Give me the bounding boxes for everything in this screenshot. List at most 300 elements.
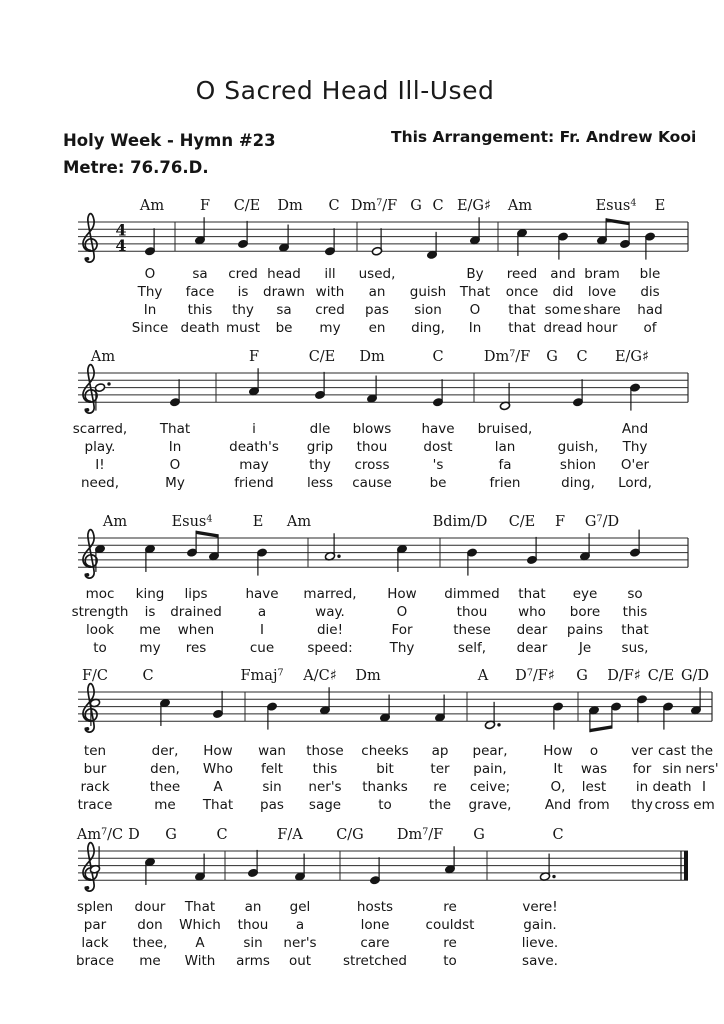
lyric-syllable: cred	[228, 266, 258, 282]
lyric-syllable: arms	[236, 953, 270, 969]
lyric-syllable: drained	[170, 604, 222, 620]
lyric-syllable: dimmed	[444, 586, 500, 602]
lyric-syllable: bram	[584, 266, 620, 282]
chord-label: Fmaj$^7$	[240, 667, 284, 684]
chord-label: C/E	[647, 668, 675, 684]
lyric-syllable: pas	[365, 302, 389, 318]
lyrics-verse-2	[84, 761, 719, 777]
lyric-syllable: this	[312, 761, 338, 777]
lyric-syllable: cheeks	[361, 743, 409, 759]
lyrics-verse-2	[84, 917, 557, 933]
lyric-syllable: gel	[289, 899, 311, 915]
lyric-syllable: drawn	[263, 284, 305, 300]
lyric-syllable: thou	[237, 917, 269, 933]
lyric-syllable: thou	[356, 439, 388, 455]
lyric-syllable: Which	[179, 917, 221, 933]
lyric-syllable: thanks	[362, 779, 408, 795]
lyric-syllable: for	[632, 761, 652, 777]
chord-label: C/E	[508, 514, 536, 530]
lyric-syllable: Since	[131, 320, 169, 336]
lyric-syllable: the	[690, 743, 714, 759]
lyric-syllable: How	[387, 586, 417, 602]
lyric-syllable: less	[306, 475, 334, 491]
lyric-syllable: By	[466, 266, 484, 282]
lyric-syllable: Who	[202, 761, 234, 777]
lyric-syllable: guish	[409, 284, 447, 300]
lyric-syllable: Thy	[137, 284, 163, 300]
lyric-syllable: some	[544, 302, 582, 318]
lyric-syllable: friend	[234, 475, 274, 491]
lyric-syllable: must	[225, 320, 261, 336]
lyric-syllable: from	[578, 797, 610, 813]
lyric-syllable: lone	[360, 917, 390, 933]
lyric-syllable: cause	[352, 475, 392, 491]
lyric-syllable: fa	[498, 457, 512, 473]
lyric-syllable: That	[202, 797, 234, 813]
lyric-syllable: O	[144, 266, 156, 282]
chord-label: G	[576, 668, 588, 684]
lyric-syllable: that	[508, 302, 536, 318]
lyric-syllable: ceive;	[469, 779, 511, 795]
treble-clef-dot	[86, 257, 90, 261]
treble-clef-icon	[83, 684, 97, 733]
lyric-syllable: en	[368, 320, 386, 336]
lyric-syllable: For	[391, 622, 413, 638]
lyric-syllable: That	[159, 421, 191, 437]
chord-label: F/C	[81, 668, 109, 684]
lyric-syllable: thy	[232, 302, 254, 318]
chord-label: C/E	[308, 349, 336, 365]
lyric-syllable: den,	[150, 761, 180, 777]
lyrics-verse-4	[93, 640, 648, 656]
lyric-syllable: cred	[315, 302, 345, 318]
lyric-syllable: care	[360, 935, 390, 951]
lyric-syllable: guish,	[557, 439, 599, 455]
lyric-syllable: death	[180, 320, 220, 336]
chord-label: C	[432, 198, 444, 214]
lyric-syllable: death	[652, 779, 692, 795]
metre-label: Metre: 76.76.D.	[63, 158, 209, 177]
lyric-syllable: play.	[84, 439, 116, 455]
lyric-syllable: I	[260, 622, 264, 638]
lyric-syllable: thy	[309, 457, 331, 473]
lyric-syllable: and	[550, 266, 576, 282]
beam	[606, 218, 629, 225]
lyric-syllable: need,	[80, 475, 120, 491]
chord-label: Bdim/D	[432, 514, 488, 530]
lyric-syllable: ten	[83, 743, 107, 759]
lyric-syllable: thy	[631, 797, 653, 813]
lyric-syllable: so	[627, 586, 643, 602]
chord-label: F	[199, 198, 211, 214]
lyrics-verse-1	[84, 743, 713, 759]
lyric-syllable: be	[275, 320, 293, 336]
chord-label: F/A	[277, 827, 303, 843]
lyric-syllable: My	[165, 475, 185, 491]
treble-clef-dot	[86, 408, 90, 412]
lyric-syllable: ners'	[685, 761, 719, 777]
lyric-syllable: me	[154, 797, 176, 813]
chord-label: A/C♯	[303, 668, 337, 684]
lyric-syllable: O	[396, 604, 408, 620]
chord-label: G	[546, 349, 558, 365]
lyric-syllable: cast	[657, 743, 687, 759]
chord-label: Dm	[277, 198, 303, 214]
augmentation-dot	[552, 875, 555, 878]
lyric-syllable: That	[184, 899, 216, 915]
chord-label: E/G♯	[456, 198, 492, 214]
lyric-syllable: dear	[516, 640, 548, 656]
lyrics-verse-1	[145, 266, 661, 282]
augmentation-dot	[497, 723, 500, 726]
lyric-syllable: wan	[258, 743, 286, 759]
lyric-syllable: dis	[640, 284, 660, 300]
staff-system-2	[73, 349, 688, 492]
chord-label: E	[654, 198, 666, 214]
chord-label: C/E	[233, 198, 261, 214]
lyric-syllable: I	[702, 779, 706, 795]
lyric-syllable: is	[237, 284, 249, 300]
lyric-syllable: em	[693, 797, 715, 813]
lyric-syllable: a	[295, 917, 305, 933]
lyric-syllable: hour	[586, 320, 618, 336]
lyric-syllable: sa	[192, 266, 208, 282]
lyric-syllable: ble	[639, 266, 661, 282]
lyric-syllable: blows	[352, 421, 392, 437]
lyric-syllable: lest	[581, 779, 607, 795]
lyric-syllable: O'er	[620, 457, 650, 473]
chord-label: E	[252, 514, 264, 530]
lyrics-verse-4	[81, 475, 652, 491]
lyric-syllable: pear,	[472, 743, 508, 759]
lyric-syllable: grip	[306, 439, 334, 455]
lyric-syllable: It	[553, 761, 563, 777]
lyrics-verse-4	[76, 953, 558, 969]
lyric-syllable: hosts	[356, 899, 394, 915]
lyric-syllable: A	[213, 779, 223, 795]
staff-system-3	[72, 514, 688, 657]
lyric-syllable: me	[139, 622, 161, 638]
lyric-syllable: be	[429, 475, 447, 491]
chord-label: F	[554, 514, 566, 530]
lyric-syllable: res	[185, 640, 207, 656]
lyric-syllable: have	[421, 421, 455, 437]
staff-system-5	[76, 827, 688, 970]
lyric-syllable: die!	[316, 622, 344, 638]
chord-label: Esus$^4$	[595, 197, 637, 214]
lyric-syllable: is	[144, 604, 156, 620]
lyric-syllable: thee	[149, 779, 181, 795]
chord-label: C	[328, 198, 340, 214]
lyric-syllable: cross	[354, 457, 390, 473]
lyric-syllable: In	[468, 320, 482, 336]
lyric-syllable: ver	[631, 743, 653, 759]
lyric-syllable: used,	[358, 266, 396, 282]
lyric-syllable: thou	[456, 604, 488, 620]
lyric-syllable: sin	[662, 761, 682, 777]
chord-label: A	[477, 668, 489, 684]
chord-label: E/G♯	[614, 349, 650, 365]
lyric-syllable: reed	[506, 266, 538, 282]
chord-label: $D^7/F♯$	[515, 667, 555, 684]
chord-label: $G^7/D$	[584, 513, 620, 530]
treble-clef-icon	[83, 530, 97, 579]
lyrics-verse-4	[78, 797, 715, 813]
lyric-syllable: I!	[95, 457, 105, 473]
lyric-syllable: these	[453, 622, 491, 638]
lyric-syllable: my	[139, 640, 161, 656]
lyric-syllable: shion	[559, 457, 597, 473]
lyric-syllable: me	[139, 953, 161, 969]
lyric-syllable: sage	[308, 797, 342, 813]
chord-label: D/F♯	[607, 668, 641, 684]
lyric-syllable: lan	[494, 439, 516, 455]
lyric-syllable: ter	[430, 761, 450, 777]
lyric-syllable: strength	[71, 604, 129, 620]
lyric-syllable: Lord,	[618, 475, 652, 491]
lyric-syllable: head	[267, 266, 301, 282]
lyrics-verse-1	[77, 899, 558, 915]
lyric-syllable: Je	[578, 640, 592, 656]
lyric-syllable: With	[184, 953, 216, 969]
lyric-syllable: marred,	[303, 586, 357, 602]
treble-clef-dot	[86, 886, 90, 890]
lyric-syllable: may	[239, 457, 269, 473]
chord-label: Dm	[355, 668, 381, 684]
lyric-syllable: 's	[432, 457, 444, 473]
lyric-syllable: to	[93, 640, 107, 656]
lyric-syllable: rack	[80, 779, 110, 795]
lyric-syllable: who	[518, 604, 546, 620]
lyrics-verse-3	[86, 622, 649, 638]
chord-label: Am	[507, 198, 533, 214]
chord-label: Am	[102, 514, 128, 530]
chord-label: G	[473, 827, 485, 843]
lyric-syllable: stretched	[342, 953, 408, 969]
time-signature-lower: 4	[115, 235, 127, 255]
lyrics-verse-1	[73, 421, 648, 437]
chord-label: Dm$^7$/F	[350, 197, 398, 214]
lyrics-verse-3	[144, 302, 663, 318]
chord-label: C	[552, 827, 564, 843]
staff-system-1	[78, 198, 688, 337]
lyrics-verse-2	[137, 284, 660, 300]
chord-label: D	[128, 827, 140, 843]
lyric-syllable: death's	[229, 439, 279, 455]
treble-clef-icon	[83, 214, 97, 263]
lyric-syllable: vere!	[522, 899, 558, 915]
lyric-syllable: lips	[184, 586, 208, 602]
lyric-syllable: in	[635, 779, 649, 795]
lyric-syllable: those	[306, 743, 344, 759]
lyric-syllable: out	[288, 953, 312, 969]
lyric-syllable: the	[428, 797, 452, 813]
lyric-syllable: In	[143, 302, 157, 318]
lyric-syllable: re	[433, 779, 447, 795]
occasion-hymn-number: Holy Week - Hymn #23	[63, 131, 276, 150]
lyric-syllable: once	[505, 284, 539, 300]
lyrics-verse-2	[85, 439, 648, 455]
lyric-syllable: der,	[151, 743, 179, 759]
lyric-syllable: sin	[243, 935, 263, 951]
lyric-syllable: dost	[423, 439, 453, 455]
lyrics-verse-2	[72, 604, 648, 620]
lyric-syllable: re	[443, 935, 457, 951]
treble-clef-dot	[86, 727, 90, 731]
lyric-syllable: Thy	[389, 640, 415, 656]
lyric-syllable: look	[85, 622, 115, 638]
lyric-syllable: ner's	[283, 935, 317, 951]
lyric-syllable: that	[508, 320, 536, 336]
lyric-syllable: pains	[566, 622, 604, 638]
lyric-syllable: self,	[457, 640, 487, 656]
treble-clef-curve	[83, 684, 97, 733]
lyrics-verse-3	[81, 935, 558, 951]
lyric-syllable: cross	[654, 797, 690, 813]
lyric-syllable: O	[169, 457, 181, 473]
lyric-syllable: dear	[516, 622, 548, 638]
lyric-syllable: dle	[309, 421, 331, 437]
lyric-syllable: trace	[77, 797, 113, 813]
lyric-syllable: sin	[262, 779, 282, 795]
lyric-syllable: brace	[75, 953, 115, 969]
chord-label: Esus$^4$	[171, 513, 213, 530]
lyric-syllable: How	[203, 743, 233, 759]
lyric-syllable: speed:	[307, 640, 353, 656]
lyric-syllable: eye	[572, 586, 598, 602]
lyrics-verse-3	[95, 457, 649, 473]
chord-label: C/G	[336, 827, 364, 843]
lyric-syllable: that	[621, 622, 649, 638]
chord-label: Dm$^7$/F	[396, 826, 444, 843]
lyric-syllable: i	[252, 421, 256, 437]
time-signature-upper: 4	[115, 220, 127, 240]
lyric-syllable: sa	[276, 302, 292, 318]
lyric-syllable: pain,	[473, 761, 507, 777]
lyric-syllable: And	[544, 797, 572, 813]
lyric-syllable: bruised,	[477, 421, 533, 437]
lyric-syllable: have	[245, 586, 279, 602]
lyric-syllable: face	[185, 284, 215, 300]
lyric-syllable: Thy	[622, 439, 648, 455]
lyric-syllable: had	[637, 302, 663, 318]
chord-label: G/D	[680, 668, 710, 684]
lyric-syllable: thee,	[132, 935, 168, 951]
lyric-syllable: scarred,	[72, 421, 128, 437]
lyric-syllable: par	[83, 917, 107, 933]
chord-label: Am	[139, 198, 165, 214]
staff-system-4	[78, 668, 719, 814]
treble-clef-curve	[83, 530, 97, 579]
chord-label: Dm	[359, 349, 385, 365]
lyric-syllable: ill	[324, 266, 336, 282]
augmentation-dot	[337, 555, 340, 558]
lyric-syllable: couldst	[425, 917, 475, 933]
lyric-syllable: ding,	[561, 475, 595, 491]
chord-label: F	[248, 349, 260, 365]
lyric-syllable: to	[443, 953, 457, 969]
lyric-syllable: cue	[249, 640, 275, 656]
lyric-syllable: share	[583, 302, 621, 318]
lyric-syllable: ap	[431, 743, 449, 759]
lyric-syllable: bore	[569, 604, 601, 620]
lyric-syllable: this	[622, 604, 648, 620]
lyric-syllable: bur	[83, 761, 107, 777]
lyric-syllable: bit	[376, 761, 394, 777]
augmentation-dot	[107, 382, 110, 385]
lyric-syllable: don	[137, 917, 163, 933]
lyric-syllable: that	[518, 586, 546, 602]
lyric-syllable: O	[469, 302, 481, 318]
lyric-syllable: a	[257, 604, 267, 620]
chord-label: Am$^7$/C	[76, 826, 124, 843]
lyric-syllable: grave,	[468, 797, 512, 813]
hymn-title: O Sacred Head Ill-Used	[195, 76, 495, 105]
lyric-syllable: And	[621, 421, 649, 437]
lyric-syllable: How	[543, 743, 573, 759]
lyric-syllable: In	[168, 439, 182, 455]
lyric-syllable: of	[643, 320, 657, 336]
lyric-syllable: ner's	[308, 779, 342, 795]
lyric-syllable: That	[459, 284, 491, 300]
lyric-syllable: pas	[260, 797, 284, 813]
lyric-syllable: love	[587, 284, 617, 300]
lyric-syllable: save.	[522, 953, 558, 969]
lyrics-verse-1	[86, 586, 643, 602]
lyric-syllable: my	[319, 320, 341, 336]
lyric-syllable: way.	[315, 604, 345, 620]
lyric-syllable: A	[195, 935, 205, 951]
lyric-syllable: splen	[76, 899, 114, 915]
arrangement-credit: This Arrangement: Fr. Andrew Kooi	[391, 128, 697, 146]
lyric-syllable: felt	[260, 761, 284, 777]
beam	[590, 725, 612, 732]
treble-clef-dot	[86, 573, 90, 577]
beam	[196, 531, 218, 538]
chord-label: G	[410, 198, 422, 214]
final-barline-thick	[684, 851, 688, 880]
lyric-syllable: dread	[543, 320, 583, 336]
chord-label: Am	[90, 349, 116, 365]
chord-label: G	[165, 827, 177, 843]
lyric-syllable: to	[378, 797, 392, 813]
chord-label: Dm$^7$/F	[483, 348, 531, 365]
lyric-syllable: gain.	[523, 917, 557, 933]
chord-label: C	[576, 349, 588, 365]
lyric-syllable: o	[589, 743, 599, 759]
lyrics-verse-4	[132, 320, 658, 336]
chord-label: C	[142, 668, 154, 684]
lyric-syllable: this	[187, 302, 213, 318]
lyric-syllable: dour	[134, 899, 166, 915]
lyric-syllable: ding,	[411, 320, 445, 336]
chord-label: Am	[286, 514, 312, 530]
lyric-syllable: was	[580, 761, 608, 777]
lyrics-verse-3	[80, 779, 706, 795]
lyric-syllable: lack	[81, 935, 109, 951]
lyric-syllable: king	[135, 586, 165, 602]
lyric-syllable: frien	[489, 475, 521, 491]
lyric-syllable: lieve.	[521, 935, 559, 951]
lyric-syllable: an	[368, 284, 386, 300]
lyric-syllable: sion	[414, 302, 442, 318]
lyric-syllable: with	[315, 284, 345, 300]
lyric-syllable: re	[443, 899, 457, 915]
treble-clef-curve	[83, 214, 97, 263]
lyric-syllable: did	[552, 284, 574, 300]
chord-label: C	[216, 827, 228, 843]
lyric-syllable: moc	[85, 586, 115, 602]
